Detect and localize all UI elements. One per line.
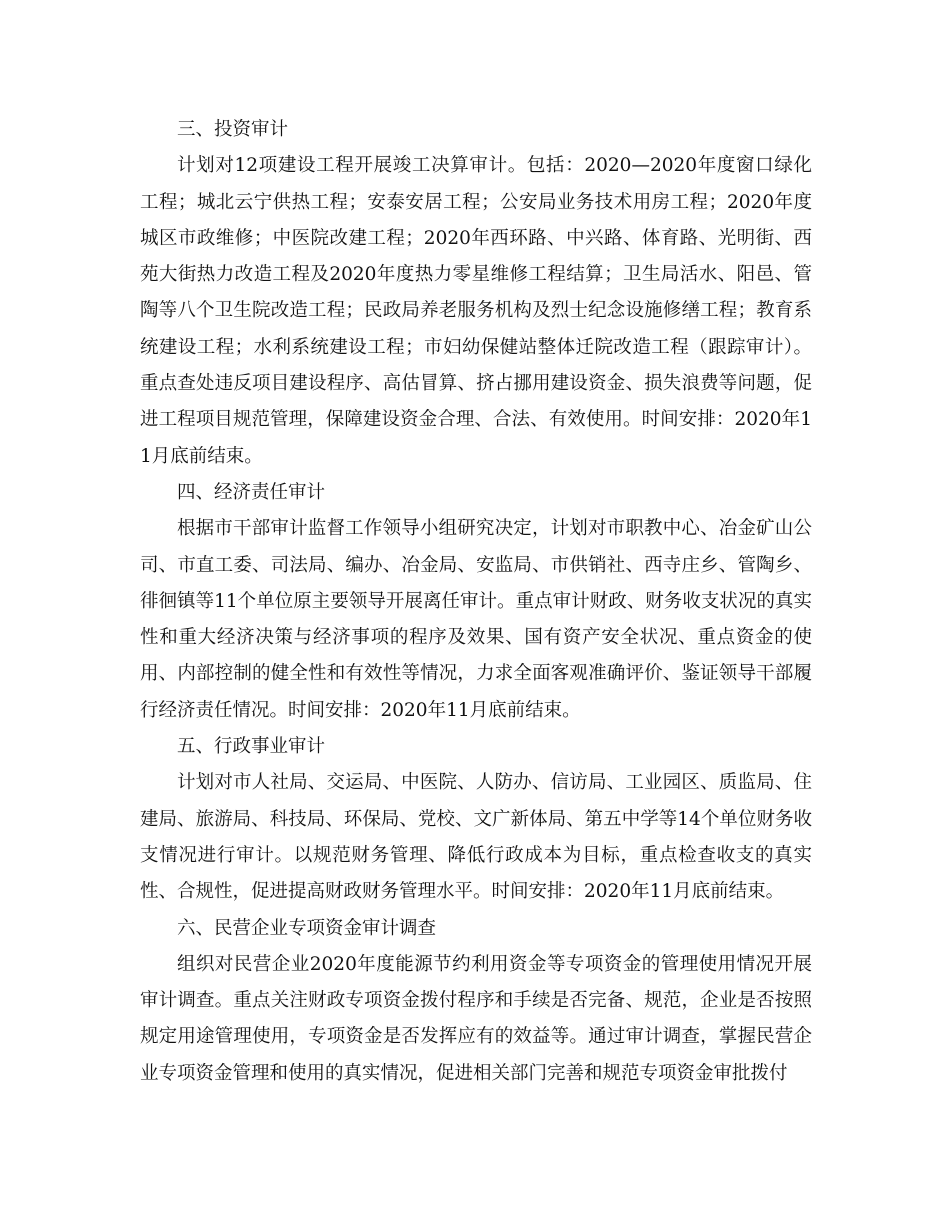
section-body-investment-audit: 计划对12项建设工程开展竣工决算审计。包括：2020—2020年度窗口绿化工程；城北云宁供热工程；安泰安居工程；公安局业务技术用房工程；2020年度城区市政维修；中医院改建工程；2020年西环路、中兴路、体育路、光明街、西苑大街热力改造工程及2020年度热力零星维修工程结算；卫生局活水、阳邑、管陶等八个卫生院改造工程；民政局养老服务机构及烈士纪念设施修缮工程；教育系统建设工程；水利系统建设工程；市妇幼保健站整体迁院改造工程（跟踪审计）。重点查处违反项目建设程序、高估冒算、挤占挪用建设资金、损失浪费等问题，促进工程项目规范管理，保障建设资金合理、合法、有效使用。时间安排：2020年11月底前结束。 [140,155,812,467]
section-heading-economic-responsibility-audit: 四、经济责任审计 [177,481,326,503]
section-body-administrative-audit: 计划对市人社局、交运局、中医院、人防办、信访局、工业园区、质监局、住建局、旅游局、科技局、环保局、党校、文广新体局、第五中学等14个单位财务收支情况进行审计。以规范财务管理、降低行政成本为目标，重点检查收支的真实性、合规性，促进提高财政财务管理水平。时间安排：2020年11月底前结束。 [140,772,812,903]
section-body-economic-responsibility-audit: 根据市干部审计监督工作领导小组研究决定，计划对市职教中心、冶金矿山公司、市直工委、司法局、编办、冶金局、安监局、市供销社、西寺庄乡、管陶乡、徘徊镇等11个单位原主要领导开展离任审计。重点审计财政、财务收支状况的真实性和重大经济决策与经济事项的程序及效果、国有资产安全状况、重点资金的使用、内部控制的健全性和有效性等情况，力求全面客观准确评价、鉴证领导干部履行经济责任情况。时间安排：2020年11月底前结束。 [140,518,812,721]
section-heading-investment-audit: 三、投资审计 [177,119,289,140]
section-heading-private-enterprise-fund-audit: 六、民营企业专项资金审计调查 [177,917,437,939]
document-page [140,112,812,1092]
section-body-private-enterprise-fund-audit: 组织对民营企业2020年度能源节约利用资金等专项资金的管理使用情况开展审计调查。重点关注财政专项资金拨付程序和手续是否完备、规范，企业是否按照规定用途管理使用，专项资金是否发挥应有的效益等。通过审计调查，掌握民营企业专项资金管理和使用的真实情况，促进相关部门完善和规范专项资金审批拨付 [140,953,812,1084]
section-heading-administrative-audit: 五、行政事业审计 [177,736,326,758]
